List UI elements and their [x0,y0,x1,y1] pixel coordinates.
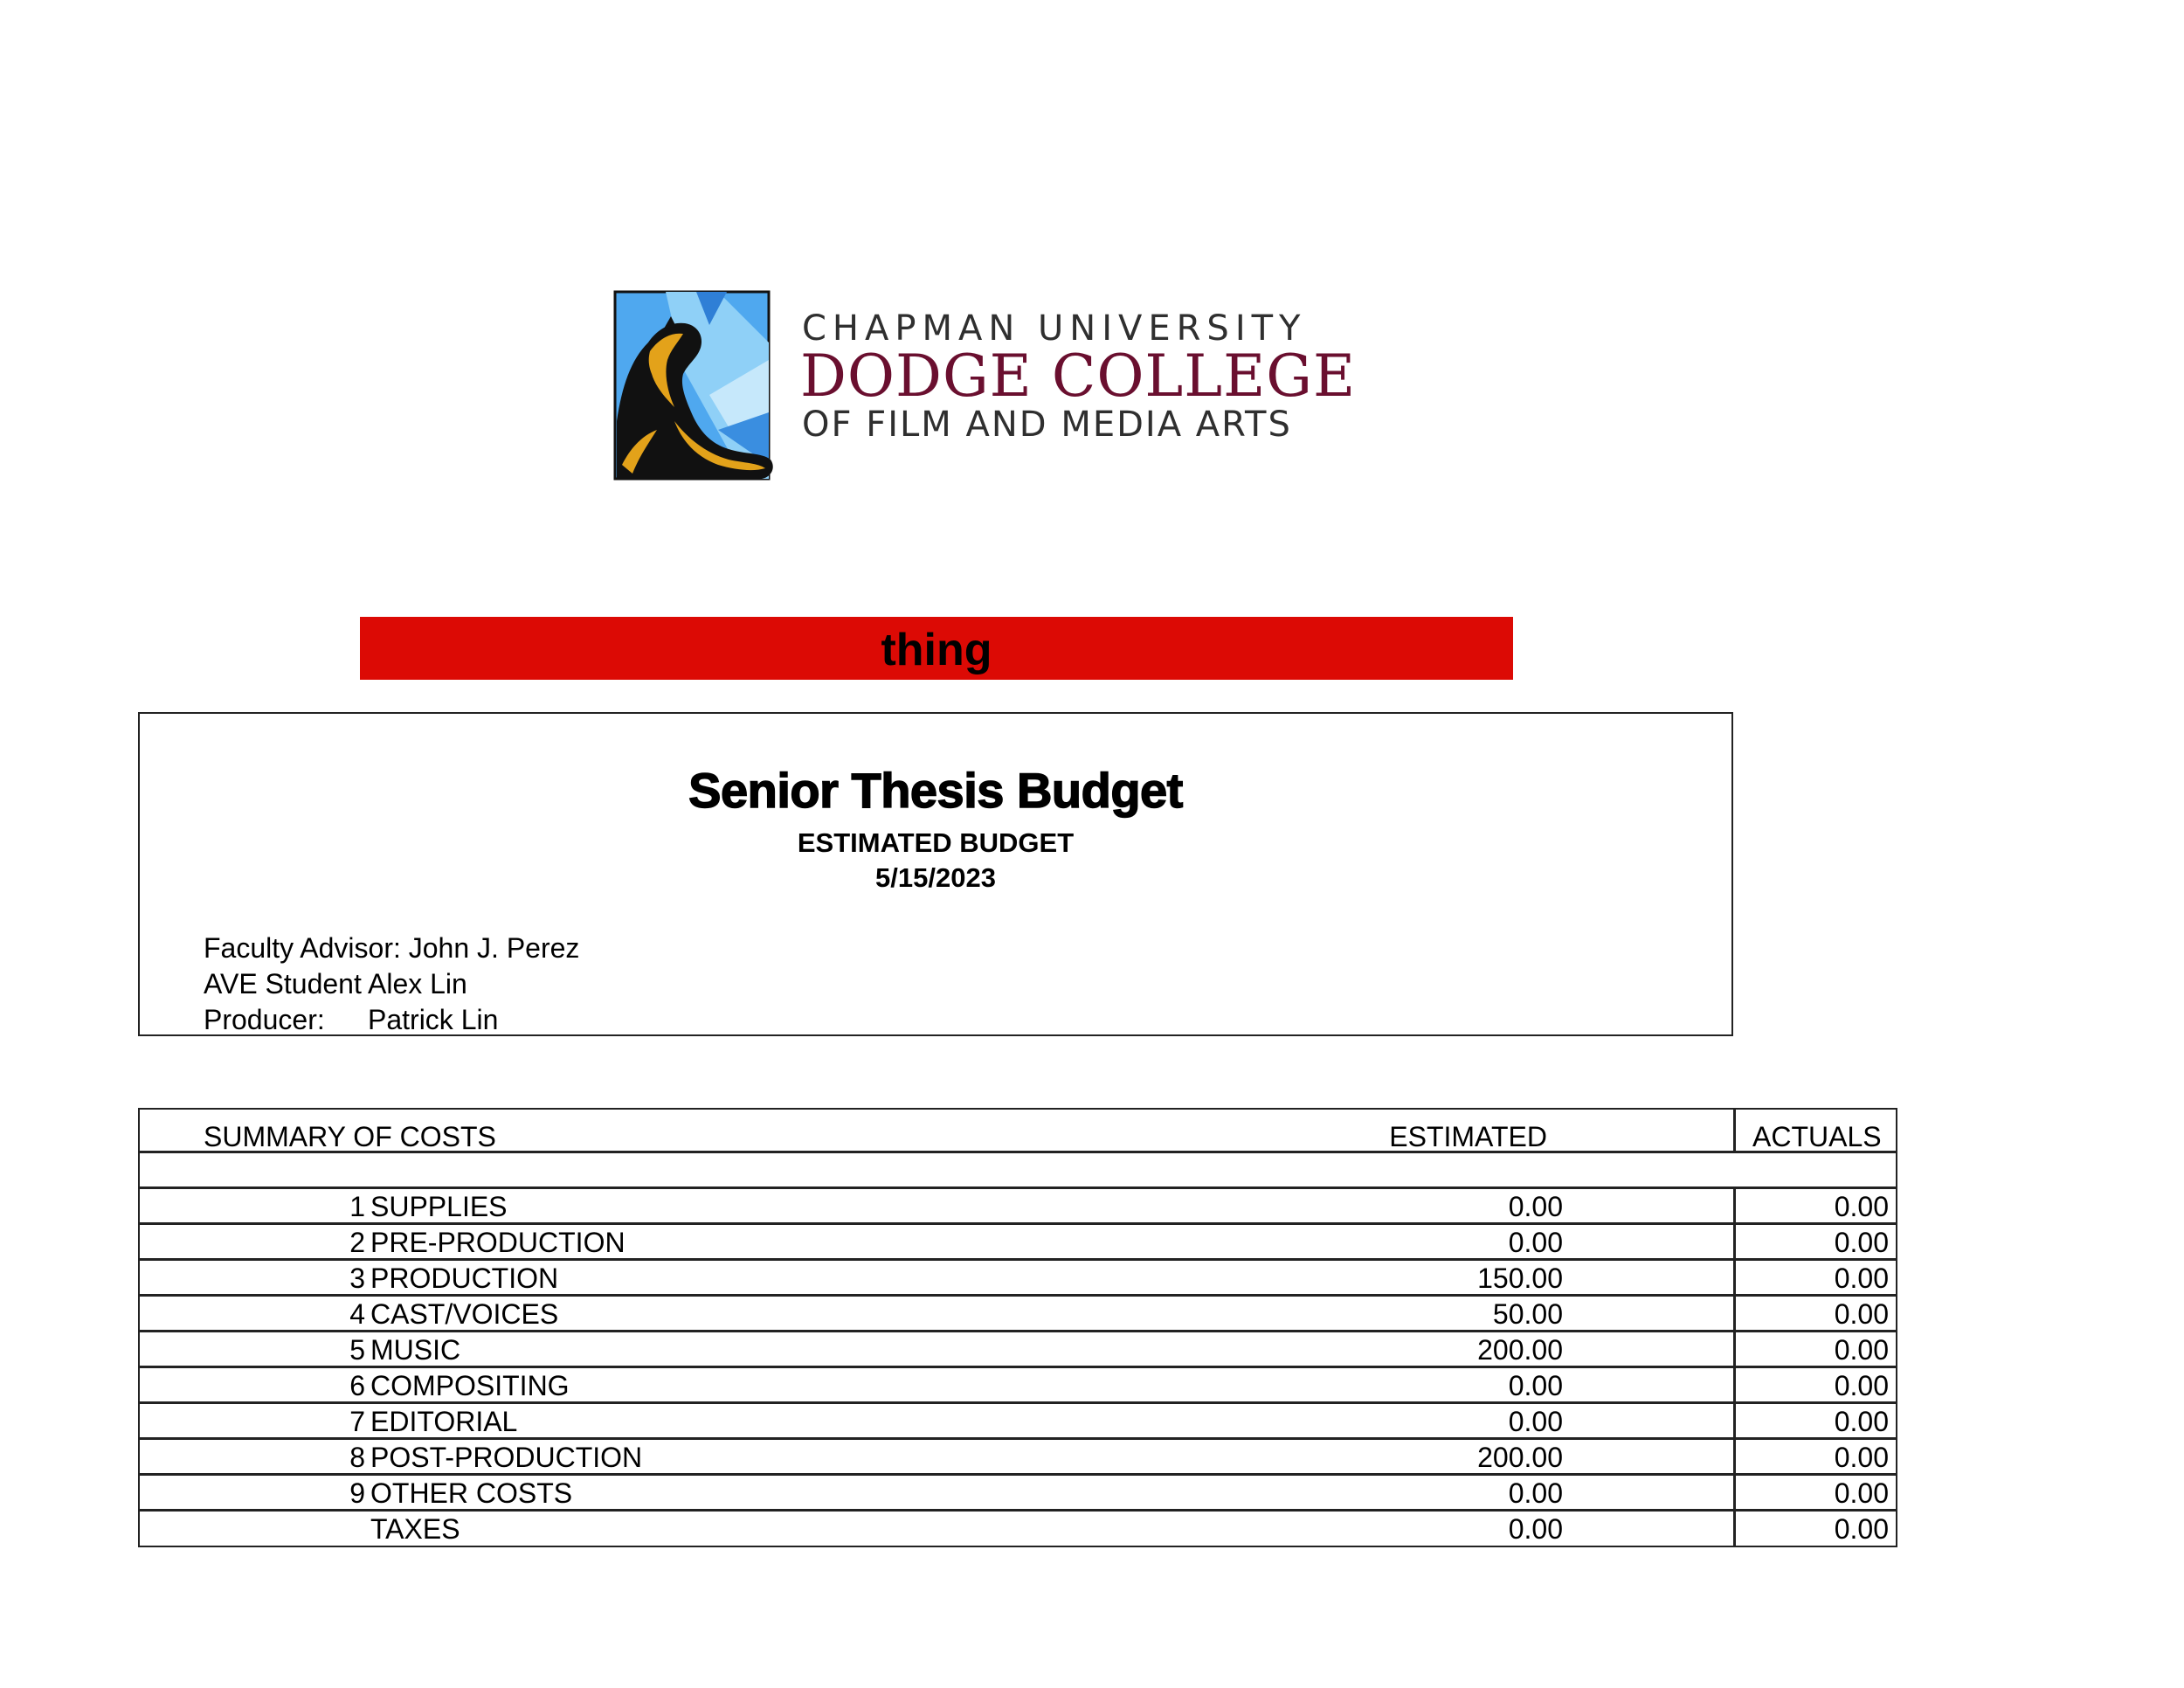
estimated-value: 0.00 [1508,1513,1563,1545]
actual-value: 0.00 [1834,1406,1889,1437]
actuals-header: ACTUALS [1752,1121,1882,1152]
cost-number: 5 [349,1334,365,1366]
estimated-value: 0.00 [1508,1406,1563,1437]
actual-value: 0.00 [1834,1191,1889,1222]
cost-category: PRE-PRODUCTION [370,1227,625,1258]
cost-category: OTHER COSTS [370,1477,573,1509]
actual-value: 0.00 [1834,1370,1889,1401]
actual-cell [1733,1509,1897,1547]
cost-number: 1 [349,1191,365,1222]
cost-label-cell [138,1186,1736,1225]
producer-label: Producer: [204,1004,325,1035]
cost-number: 2 [349,1227,365,1258]
actual-cell [1733,1258,1897,1297]
logo-college-subtitle: OF FILM AND MEDIA ARTS [802,405,1292,445]
actual-cell [1733,1186,1897,1225]
faculty-advisor: Faculty Advisor: John J. Perez [204,932,580,964]
logo-college-name: DODGE COLLEGE [800,342,1357,410]
cost-label-cell [138,1330,1736,1368]
estimated-value: 150.00 [1477,1263,1563,1294]
actual-cell [1733,1330,1897,1368]
cost-number: 7 [349,1406,365,1437]
estimated-value: 0.00 [1508,1227,1563,1258]
budget-header-box [138,712,1733,1036]
cost-category: POST-PRODUCTION [370,1442,643,1473]
actual-cell [1733,1473,1897,1512]
cost-number: 4 [349,1298,365,1330]
page-subtitle: ESTIMATED BUDGET [797,827,1075,858]
actual-value: 0.00 [1834,1477,1889,1509]
actual-cell [1733,1401,1897,1440]
cost-number: 9 [349,1477,365,1509]
actual-cell [1733,1294,1897,1332]
panther-emblem-icon [613,290,774,484]
actual-cell [1733,1366,1897,1404]
estimated-value: 0.00 [1508,1191,1563,1222]
cost-label-cell [138,1294,1736,1332]
cost-number: 3 [349,1263,365,1294]
cost-number: 6 [349,1370,365,1401]
actual-value: 0.00 [1834,1227,1889,1258]
cost-category: EDITORIAL [370,1406,518,1437]
estimated-value: 200.00 [1477,1334,1563,1366]
actual-cell [1733,1437,1897,1476]
cost-category: TAXES [370,1513,460,1545]
cost-category: CAST/VOICES [370,1298,559,1330]
cost-label-cell [138,1222,1736,1261]
cost-category: COMPOSITING [370,1370,570,1401]
producer-line [204,1004,499,1035]
summary-header-label: SUMMARY OF COSTS [204,1121,496,1152]
cost-label-cell [138,1509,1736,1547]
cost-label-cell [138,1401,1736,1440]
estimated-value: 50.00 [1492,1298,1563,1330]
red-banner [360,617,1513,680]
cost-category: MUSIC [370,1334,461,1366]
estimated-header: ESTIMATED [1389,1121,1547,1152]
actual-value: 0.00 [1834,1263,1889,1294]
cost-label-cell [138,1437,1736,1476]
cost-label-cell [138,1366,1736,1404]
actual-value: 0.00 [1834,1442,1889,1473]
banner-text: thing [881,625,992,675]
budget-date: 5/15/2023 [875,862,996,893]
ave-student: AVE Student Alex Lin [204,968,467,1000]
page-title: Senior Thesis Budget [688,763,1183,818]
blank-cell [138,1151,1897,1189]
logo-university-name: CHAPMAN UNIVERSITY [802,308,1307,349]
actual-value: 0.00 [1834,1334,1889,1366]
summary-label-cell [138,1108,1736,1153]
actual-cell [1733,1222,1897,1261]
cost-label-cell [138,1258,1736,1297]
cost-category: SUPPLIES [370,1191,508,1222]
estimated-value: 200.00 [1477,1442,1563,1473]
cost-number: 8 [349,1442,365,1473]
estimated-value: 0.00 [1508,1477,1563,1509]
cost-category: PRODUCTION [370,1263,559,1294]
cost-label-cell [138,1473,1736,1512]
actuals-header-cell [1733,1108,1897,1153]
estimated-value: 0.00 [1508,1370,1563,1401]
producer-name: Patrick Lin [368,1004,499,1035]
actual-value: 0.00 [1834,1513,1889,1545]
actual-value: 0.00 [1834,1298,1889,1330]
